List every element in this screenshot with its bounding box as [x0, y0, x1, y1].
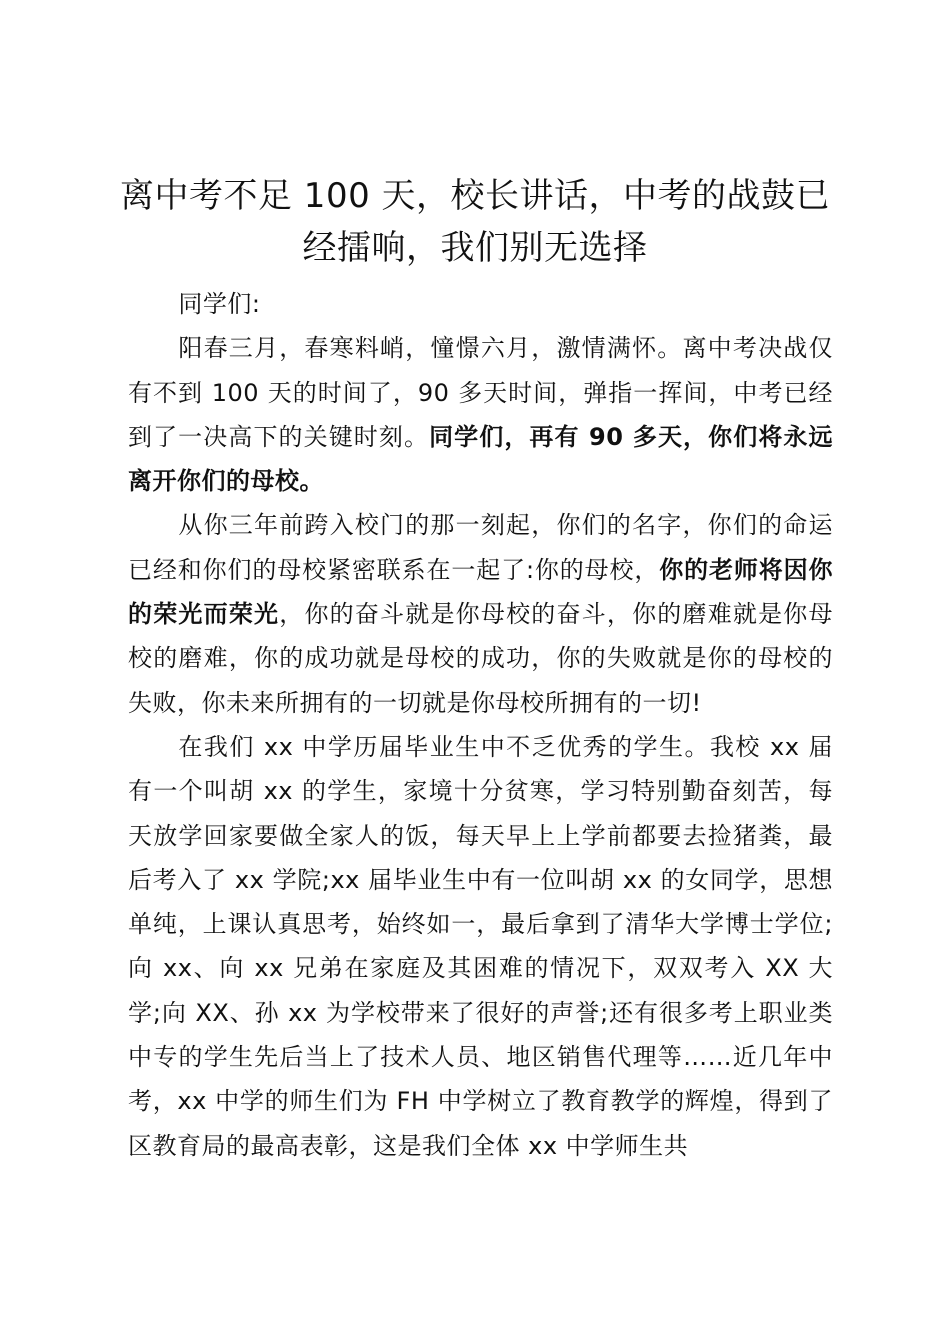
document-title: 离中考不足 100 天，校长讲话，中考的战鼓已经擂响，我们别无选择: [120, 176, 831, 268]
paragraph-1-text: 阳春三月，春寒料峭，憧憬六月，激情满怀。离中考决战仅有不到 100 天的时间了，90 多天时间，弹指一挥间，中考已经到了一决高下的关键时刻。: [128, 334, 833, 451]
document-body: [128, 282, 833, 1168]
paragraph-2: [128, 503, 833, 724]
paragraph-2-text-a: 从你三年前跨入校门的那一刻起，你们的名字，你们的命运已经和你们的母校紧密联系在一起了:你的母校，: [128, 511, 833, 584]
greeting: 同学们:: [178, 290, 261, 318]
paragraph-3: 在我们 xx 中学历届毕业生中不乏优秀的学生。我校 xx 届有一个叫胡 xx 的学生，家境十分贫寒，学习特别勤奋刻苦，每天放学回家要做全家人的饭，每天早上上学前都要去捡猪粪，最后考入了 xx 学院;xx 届毕业生中有一位叫胡 xx 的女同学，思想单纯，上课认真思考，始终如一，最后拿到了清华大学博士学位;向 xx、向 xx 兄弟在家庭及其困难的情况下，双双考入 XX 大学;向 XX、孙 xx 为学校带来了很好的声誉;还有很多考上职业类中专的学生先后当上了技术人员、地区销售代理等……近几年中考，xx 中学的师生们为 FH 中学树立了教育教学的辉煌，得到了区教育局的最高表彰，这是我们全体 xx 中学师生共: [128, 732, 833, 1160]
paragraph-1: [128, 326, 833, 503]
paragraph-2-text-b: ，你的奋斗就是你母校的奋斗，你的磨难就是你母校的磨难，你的成功就是母校的成功，你的失败就是你的母校的失败，你未来所拥有的一切就是你母校所拥有的一切!: [128, 600, 834, 717]
paragraph-2-bold: 你的老师将因你的荣光而荣光: [128, 555, 833, 629]
paragraph-1-bold: 同学们，再有 90 多天，你们将永远离开你们的母校。: [128, 422, 833, 496]
